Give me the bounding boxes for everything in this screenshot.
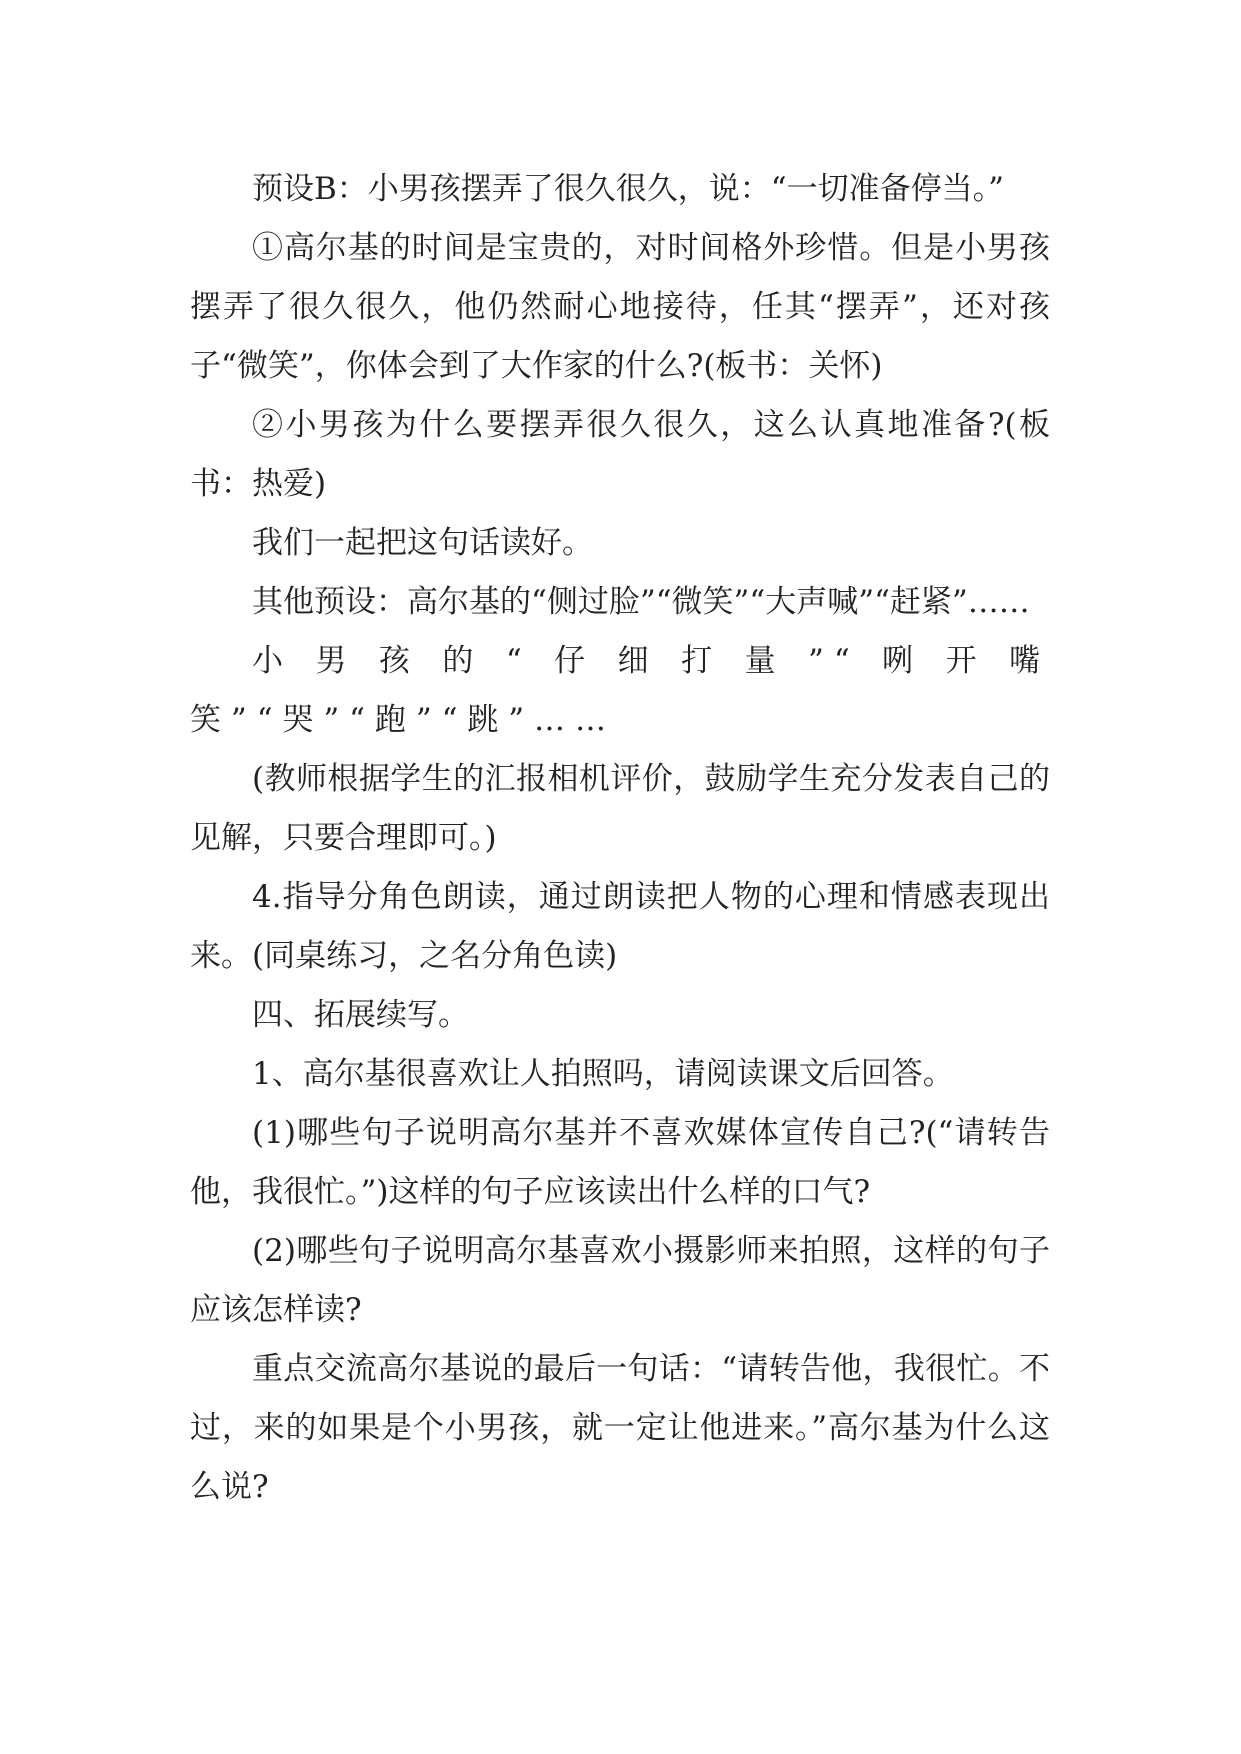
paragraph-key-discussion: 重点交流高尔基说的最后一句话：“请转告他，我很忙。不过，来的如果是个小男孩，就一定让他进来。”高尔基为什么这么说? [190, 1351, 1050, 1505]
paragraph-role-reading: 4.指导分角色朗读，通过朗读把人物的心理和情感表现出来。(同桌练习，之名分角色读) [190, 879, 1050, 974]
paragraph-point-1: ①高尔基的时间是宝贵的，对时间格外珍惜。但是小男孩摆弄了很久很久，他仍然耐心地接待，任其“摆弄”，还对孩子“微笑”，你体会到了大作家的什么?(板书：关怀) [190, 230, 1050, 384]
section-heading-extension: 四、拓展续写。 [252, 997, 469, 1033]
document-body [190, 160, 1050, 1517]
paragraph-read-together: 我们一起把这句话读好。 [252, 525, 593, 561]
paragraph-other-presets: 其他预设：高尔基的“侧过脸”“微笑”“大声喊”“赶紧”…… [252, 584, 1030, 620]
paragraph-point-2: ②小男孩为什么要摆弄很久很久，这么认真地准备?(板书：热爱) [190, 407, 1050, 502]
paragraph-subquestion-2: (2)哪些句子说明高尔基喜欢小摄影师来拍照，这样的句子应该怎样读? [190, 1233, 1050, 1328]
paragraph-subquestion-1: (1)哪些句子说明高尔基并不喜欢媒体宣传自己?(“请转告他，我很忙。”)这样的句子应该读出什么样的口气? [190, 1115, 1050, 1210]
paragraph-teacher-note: (教师根据学生的汇报相机评价，鼓励学生充分发表自己的见解，只要合理即可。) [190, 761, 1050, 856]
paragraph-boy-actions: 小男孩的“仔细打量”“咧开嘴笑”“哭”“跑”“跳”…… [190, 643, 1050, 738]
paragraph-preset-b: 预设B：小男孩摆弄了很久很久，说：“一切准备停当。” [252, 171, 1004, 207]
paragraph-question-1: 1、高尔基很喜欢让人拍照吗，请阅读课文后回答。 [252, 1056, 954, 1092]
